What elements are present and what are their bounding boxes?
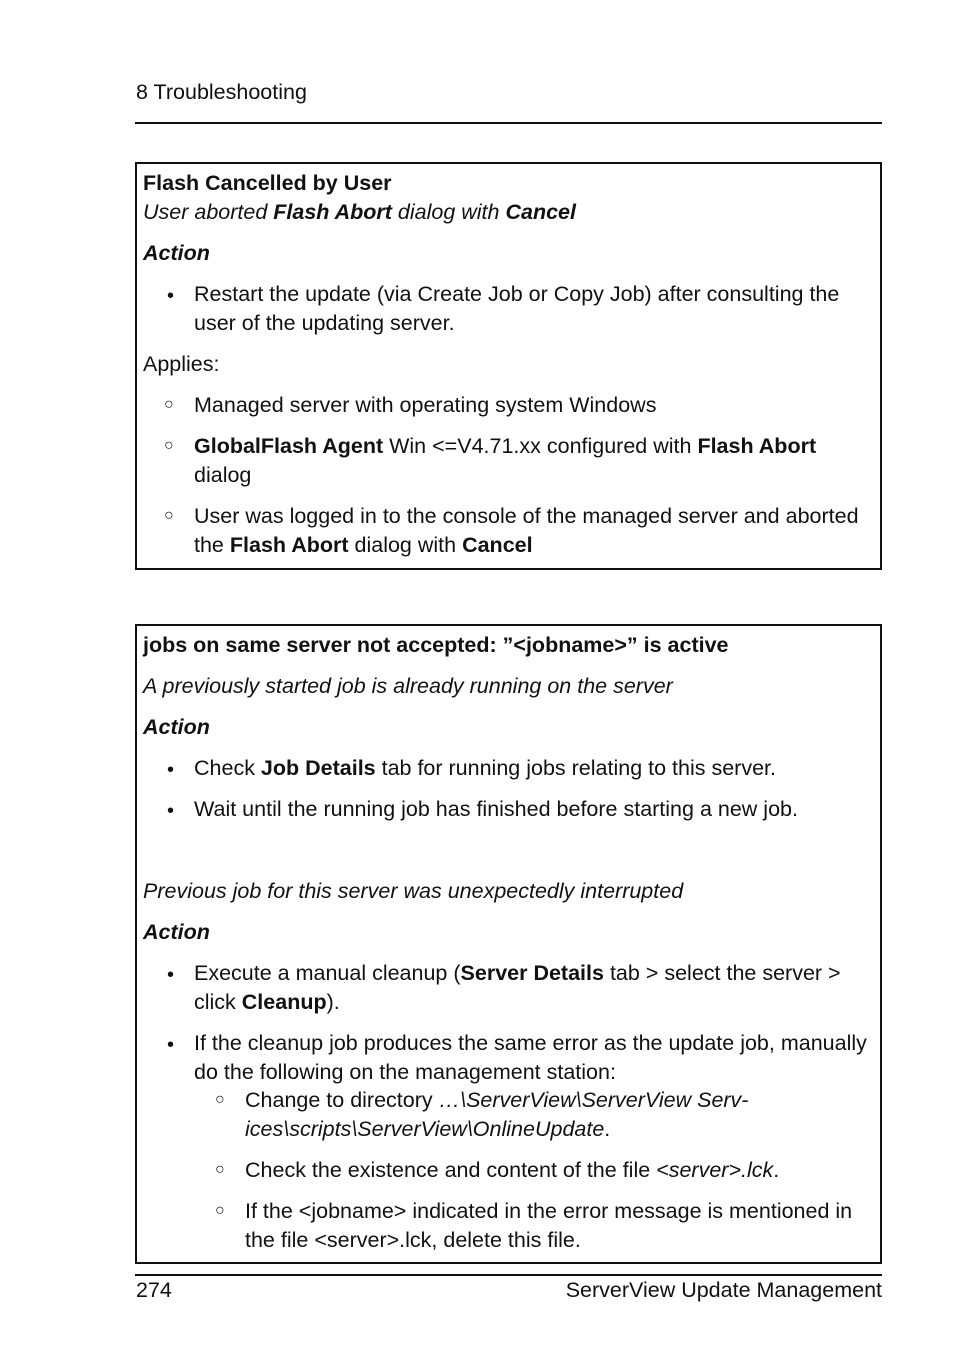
- sub-list-item: Check the existence and content of the file <server>.lck.: [245, 1158, 780, 1182]
- header-divider: [135, 122, 882, 124]
- list-item: Restart the update (via Create Job or Copy Job) after consulting the: [194, 282, 840, 306]
- sub-list-item: Change to directory …\ServerView\ServerView Serv-: [245, 1088, 749, 1112]
- box-subtitle: User aborted Flash Abort dialog with Cancel: [143, 200, 576, 224]
- list-item: Managed server with operating system Windows: [194, 393, 657, 417]
- list-item-cont: user of the updating server.: [194, 311, 455, 335]
- list-item: User was logged in to the console of the managed server and aborted: [194, 504, 859, 528]
- list-item-cont: dialog: [194, 463, 252, 487]
- bullet-icon: •: [167, 964, 175, 986]
- sub-list-item: If the <jobname> indicated in the error message is mentioned in: [245, 1199, 853, 1223]
- circle-bullet-icon: ○: [164, 507, 174, 524]
- circle-bullet-icon: ○: [164, 396, 174, 413]
- action-heading: Action: [143, 241, 210, 265]
- circle-bullet-icon: ○: [164, 437, 174, 454]
- page-number: 274: [136, 1278, 172, 1302]
- list-item-cont: click Cleanup).: [194, 990, 340, 1014]
- circle-bullet-icon: ○: [215, 1091, 225, 1108]
- bullet-icon: •: [167, 1034, 175, 1056]
- cause-text: A previously started job is already running on the server: [143, 674, 673, 698]
- error-box-flash-cancelled: [135, 162, 882, 570]
- sub-list-item-cont: ices\scripts\ServerView\OnlineUpdate.: [245, 1117, 611, 1141]
- bullet-icon: •: [167, 800, 175, 822]
- sub-list-item-cont: the file <server>.lck, delete this file.: [245, 1228, 581, 1252]
- circle-bullet-icon: ○: [215, 1202, 225, 1219]
- list-item: Wait until the running job has finished before starting a new job.: [194, 797, 798, 821]
- box-title: jobs on same server not accepted: ”<jobname>” is active: [143, 633, 729, 657]
- list-item-cont: the Flash Abort dialog with Cancel: [194, 533, 533, 557]
- list-item: GlobalFlash Agent Win <=V4.71.xx configured with Flash Abort: [194, 434, 817, 458]
- cause-text: Previous job for this server was unexpectedly interrupted: [143, 879, 684, 903]
- error-box-jobs-same-server: [135, 624, 882, 1264]
- bullet-icon: •: [167, 759, 175, 781]
- chapter-header: 8 Troubleshooting: [136, 80, 307, 104]
- applies-label: Applies:: [143, 352, 220, 376]
- footer-divider: [135, 1274, 882, 1276]
- action-heading: Action: [143, 920, 210, 944]
- list-item: Execute a manual cleanup (Server Details tab > select the server >: [194, 961, 841, 985]
- box-title: Flash Cancelled by User: [143, 171, 392, 195]
- list-item-cont: do the following on the management station:: [194, 1060, 616, 1084]
- circle-bullet-icon: ○: [215, 1161, 225, 1178]
- list-item: If the cleanup job produces the same error as the update job, manually: [194, 1031, 867, 1055]
- bullet-icon: •: [167, 285, 175, 307]
- product-name: ServerView Update Management: [565, 1278, 882, 1302]
- action-heading: Action: [143, 715, 210, 739]
- list-item: Check Job Details tab for running jobs relating to this server.: [194, 756, 776, 780]
